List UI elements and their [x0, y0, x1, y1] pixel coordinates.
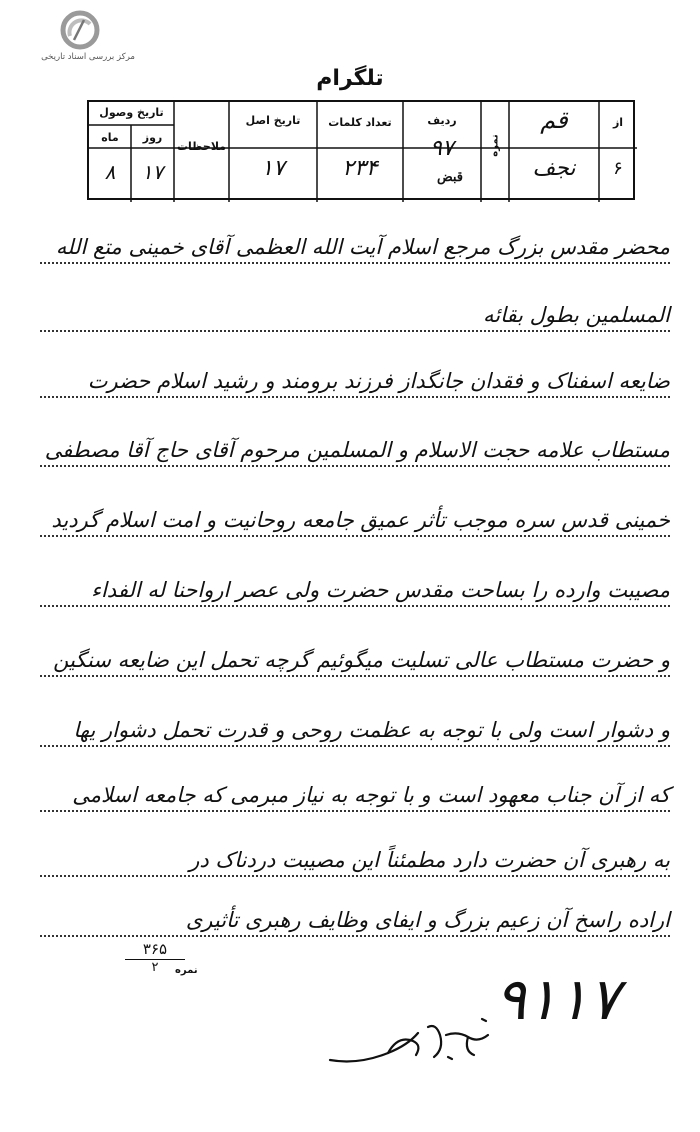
label-arrival-date: تاریخ وصول [99, 106, 164, 119]
body-line-text: به رهبری آن حضرت دارد مطمئناً این مصیبت دردناک در [189, 848, 670, 872]
archive-number: ۹۱۱۷ [495, 965, 620, 1033]
value-day: ۱۷ [141, 160, 164, 184]
body-line-text: محضر مقدس بزرگ مرجع اسلام آیت الله العظمی آقای خمینی متع الله [55, 235, 670, 259]
stamp-number-bottom: ۲ [151, 960, 159, 975]
body-line-text: خمینی قدس سره موجب تأثر عمیق جامعه روحانیت و امت اسلام گردید [51, 508, 670, 532]
value-city: نجف [532, 156, 576, 181]
body-line-text: مستطاب علامه حجت الاسلام و المسلمین مرحوم آقای حاج آقا مصطفی [44, 438, 670, 462]
body-line [40, 356, 670, 398]
value-from: ۶ [613, 158, 623, 179]
telegram-title: تلگرام [316, 66, 384, 91]
archive-logo-text: مرکز بررسی اسناد تاریخی [41, 52, 135, 62]
label-remarks: ملاحظات [177, 140, 226, 153]
body-line [40, 835, 670, 877]
body-line-text: و دشوار است ولی با توجه به عظمت روحی و قدرت تحمل دشوار یها [73, 718, 670, 742]
body-line [40, 770, 670, 812]
telegram-header-table [87, 100, 635, 200]
body-line-text: اراده راسخ آن زعیم بزرگ و ایفای وظایف رهبری تأثیری [185, 908, 670, 932]
value-original-date: ۱۷ [261, 156, 285, 181]
body-line-text: و حضرت مستطاب عالی تسلیت میگوئیم گرچه تحمل این ضایعه سنگین [53, 648, 670, 672]
body-line [40, 565, 670, 607]
body-line [40, 635, 670, 677]
label-original-date: تاریخ اصل [245, 114, 301, 127]
label-number: نمره [489, 134, 501, 157]
body-line [40, 290, 670, 332]
body-line-text: که از آن جناب معهود است و با توجه به نیاز مبرمی که جامعه اسلامی [72, 783, 670, 807]
body-line [40, 895, 670, 937]
body-line [40, 425, 670, 467]
label-city: قم [540, 106, 568, 134]
stamp-label: نمره [175, 965, 198, 976]
value-row: ۹۷ [430, 136, 454, 161]
handwritten-signature [318, 1005, 518, 1075]
body-line-text: ضایعه اسفناک و فقدان جانگداز فرزند برومند و رشید اسلام حضرت [87, 369, 670, 393]
body-line [40, 705, 670, 747]
label-row: ردیف [427, 114, 457, 127]
label-word-count: تعداد کلمات [328, 116, 392, 129]
body-line-text: المسلمین بطول بقائه [482, 303, 670, 327]
value-month: ۸ [104, 160, 116, 184]
value-word-count: ۲۳۴ [342, 156, 378, 181]
body-line [40, 222, 670, 264]
body-line-text: مصیبت وارده را بساحت مقدس حضرت ولی عصر ارواحنا له الفداء [91, 578, 670, 602]
label-month: ماه [101, 131, 119, 144]
label-day: روز [142, 131, 163, 144]
stamp-number-top: ۳۶۵ [125, 940, 185, 960]
archive-logo [18, 8, 158, 64]
body-line [40, 495, 670, 537]
label-from: از [612, 116, 624, 129]
archive-logo-icon [60, 10, 100, 50]
value-row-sub: قبض [436, 170, 464, 185]
